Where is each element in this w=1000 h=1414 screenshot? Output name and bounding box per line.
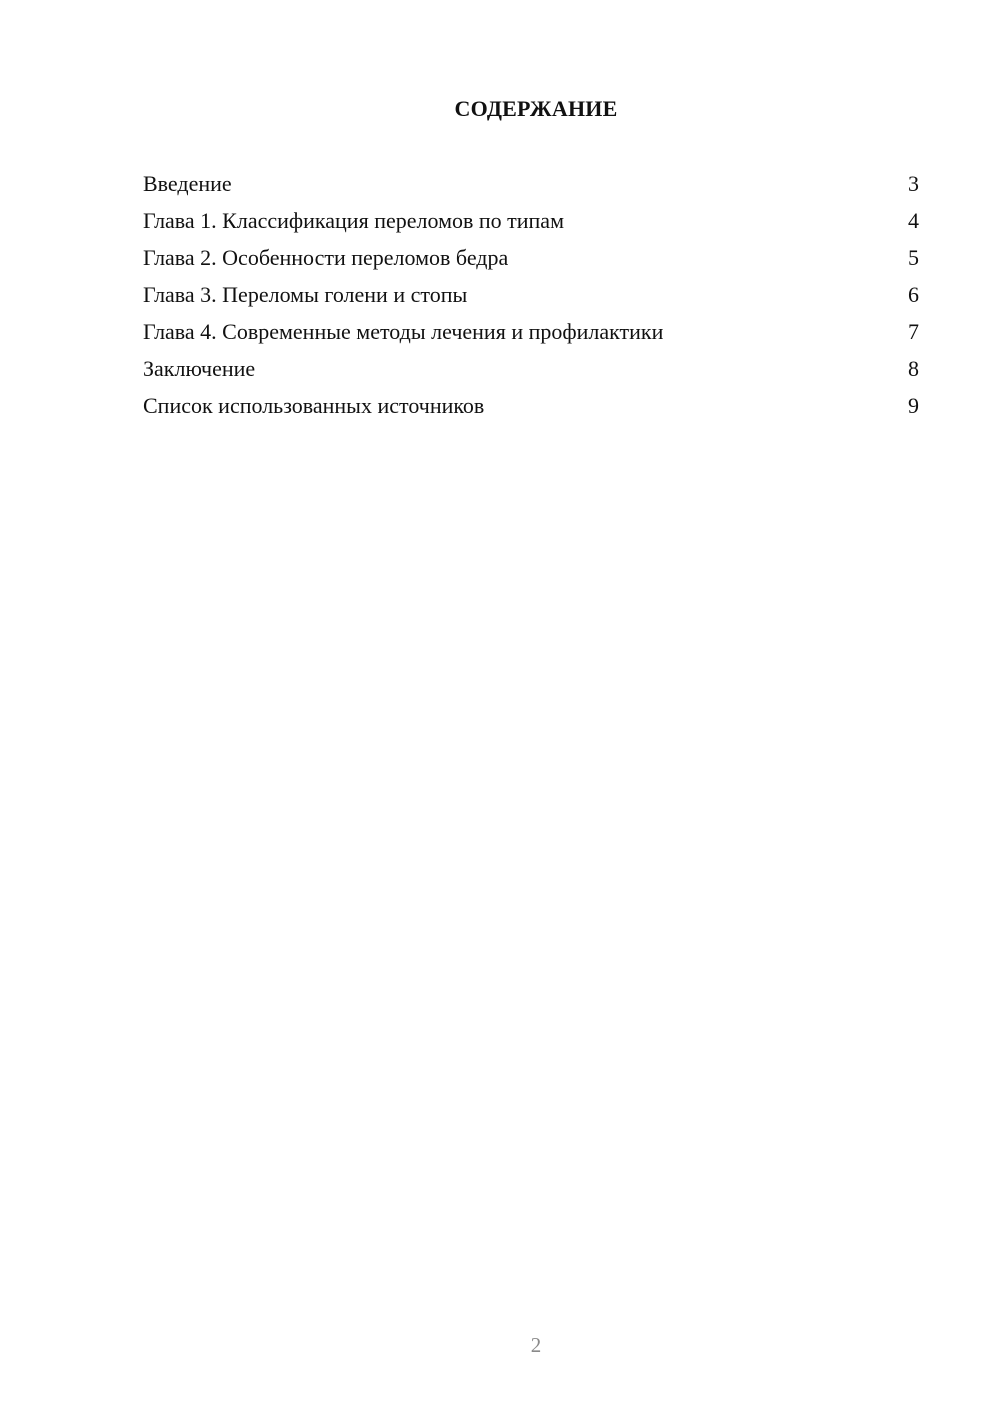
toc-item <box>143 279 919 316</box>
toc-item <box>143 353 919 390</box>
table-of-contents <box>143 168 919 427</box>
toc-item-page: 7 <box>908 319 919 344</box>
toc-item <box>143 205 919 242</box>
toc-item <box>143 168 919 205</box>
toc-item-title: Глава 3. Переломы голени и стопы <box>143 282 468 307</box>
toc-item-title: Глава 4. Современные методы лечения и профилактики <box>143 319 664 344</box>
toc-item-page: 9 <box>908 393 919 418</box>
toc-item-title: Введение <box>143 171 232 196</box>
toc-item-title: Глава 2. Особенности переломов бедра <box>143 245 509 270</box>
toc-item-title: Список использованных источников <box>143 393 485 418</box>
toc-item <box>143 390 919 427</box>
toc-item <box>143 316 919 353</box>
toc-heading: СОДЕРЖАНИЕ <box>454 96 618 121</box>
toc-item-page: 8 <box>908 356 919 381</box>
toc-item-title: Заключение <box>143 356 256 381</box>
toc-item-page: 5 <box>908 245 919 270</box>
toc-item <box>143 242 919 279</box>
page-number: 2 <box>530 1333 542 1357</box>
toc-item-title: Глава 1. Классификация переломов по типам <box>143 208 564 233</box>
toc-item-page: 3 <box>908 171 919 196</box>
toc-item-page: 4 <box>908 208 919 233</box>
toc-item-page: 6 <box>908 282 919 307</box>
